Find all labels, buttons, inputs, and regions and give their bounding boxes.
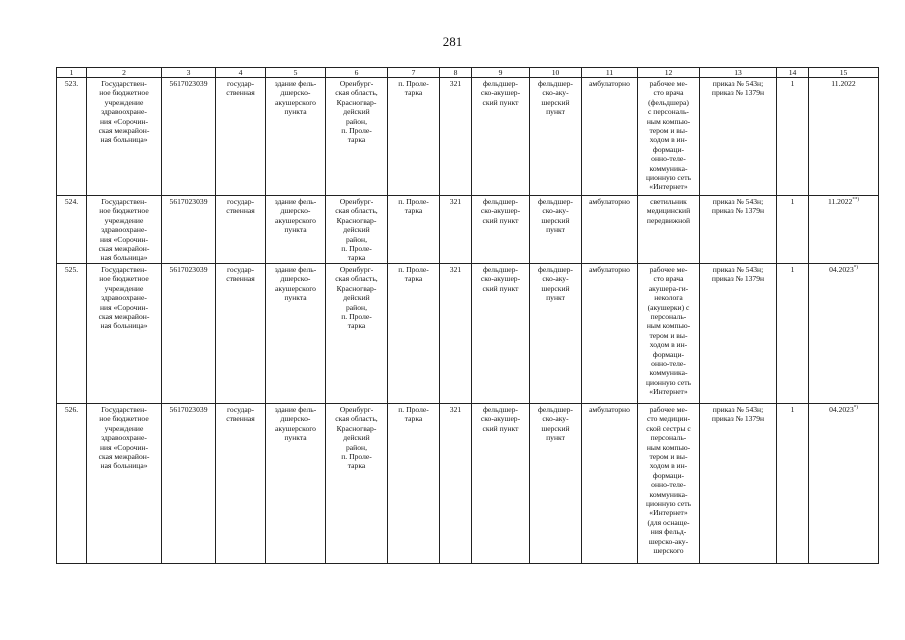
- ownership-cell-line: государ-: [226, 405, 255, 414]
- organization-name-line: Государствен-: [101, 197, 147, 206]
- column-header: 3: [162, 68, 216, 78]
- order-cell-line: приказ № 1379н: [711, 206, 765, 216]
- organization-name-line: ная больница»: [100, 253, 148, 263]
- organization-name-line: ная больница»: [100, 321, 148, 331]
- table-row: [57, 264, 879, 404]
- equipment-cell-line: ской сестры с: [646, 423, 691, 433]
- unit-type-cell-line: фельдшер-: [538, 405, 573, 414]
- organization-name-line: ная больница»: [100, 461, 148, 471]
- organization-name-line: ная больница»: [100, 135, 148, 145]
- row-number: 524.: [57, 196, 87, 264]
- ownership-cell-line: ственная: [226, 206, 255, 216]
- region-cell-line: дейский: [343, 433, 370, 443]
- organization-name-line: ное бюджетное: [99, 414, 149, 424]
- organization-name-line: ская межрайон-: [98, 312, 150, 322]
- equipment-cell-line: (фельдшера): [648, 97, 689, 107]
- table-row: [57, 404, 879, 564]
- care-type-cell: амбулаторно: [582, 78, 638, 196]
- equipment-cell-line: ходом в ин-: [649, 340, 688, 350]
- organization-name-line: ное бюджетное: [99, 206, 149, 216]
- building-cell-line: здание фель-: [274, 265, 317, 274]
- quantity-cell: 1: [777, 78, 809, 196]
- equipment-cell-line: сто медицин-: [646, 414, 690, 424]
- region-cell-line: п. Проле-: [341, 312, 372, 322]
- care-type-cell: амбулаторно: [582, 196, 638, 264]
- organization-name-line: ская межрайон-: [98, 244, 150, 254]
- settlement-cell-line: п. Проле-: [398, 197, 429, 206]
- table-row: [57, 196, 879, 264]
- organization-name-line: ния «Сорочин-: [99, 116, 149, 126]
- date-cell: [809, 404, 879, 564]
- unit-type-cell-line: ско-аку-: [542, 274, 569, 284]
- unit-cell: [472, 78, 530, 196]
- unit-cell-line: ско-акушер-: [480, 274, 521, 284]
- building-cell-line: дшерско-: [280, 88, 311, 98]
- page-number: 281: [442, 34, 463, 49]
- column-header: 15: [809, 68, 879, 78]
- quantity-cell: 1: [777, 196, 809, 264]
- region-cell-line: район,: [346, 302, 367, 312]
- region-cell-line: дейский: [343, 225, 370, 235]
- building-cell-line: дшерско-: [280, 274, 311, 284]
- equipment-cell-line: коммуника-: [649, 368, 688, 378]
- settlement-cell: [388, 264, 440, 404]
- equipment-cell-line: онно-теле-: [651, 359, 686, 369]
- organization-name-line: здравоохране-: [101, 293, 147, 303]
- order-cell: [700, 264, 777, 404]
- region-cell-line: Красногвар-: [336, 283, 377, 293]
- organization-name-line: учреждение: [104, 283, 144, 293]
- ownership-cell: [216, 264, 266, 404]
- building-cell-line: пункта: [284, 107, 307, 117]
- building-cell-line: акушерского: [275, 283, 316, 293]
- order-cell-line: приказ № 543н;: [712, 405, 764, 414]
- order-cell: [700, 196, 777, 264]
- date-cell: [809, 78, 879, 196]
- footnote-mark: *): [853, 405, 858, 411]
- care-type-cell: амбулаторно: [582, 404, 638, 564]
- equipment-cell-line: коммуника-: [649, 163, 688, 173]
- unit-type-cell-line: ско-аку-: [542, 206, 569, 216]
- unit-cell-line: фельдшер-: [483, 405, 518, 414]
- unit-cell-line: ско-акушер-: [480, 88, 521, 98]
- settlement-cell-line: п. Проле-: [398, 265, 429, 274]
- settlement-cell: [388, 196, 440, 264]
- equipment-cell-line: персональ-: [650, 433, 687, 443]
- order-cell-line: приказ № 1379н: [711, 88, 765, 98]
- region-cell-line: тарка: [347, 135, 366, 145]
- organization-name-line: ния «Сорочин-: [99, 234, 149, 244]
- unit-cell: [472, 196, 530, 264]
- order-cell-line: приказ № 543н;: [712, 265, 764, 274]
- organization-name-line: ния «Сорочин-: [99, 302, 149, 312]
- region-cell: [326, 78, 388, 196]
- code-cell: 321: [440, 264, 472, 404]
- organization-name-line: Государствен-: [101, 265, 147, 274]
- building-cell: [266, 196, 326, 264]
- code-cell: 321: [440, 404, 472, 564]
- region-cell: [326, 404, 388, 564]
- code-cell: 321: [440, 78, 472, 196]
- organization-name-line: здравоохране-: [101, 107, 147, 117]
- header-row: [57, 68, 879, 78]
- inn-cell: 5617023039: [162, 264, 216, 404]
- equipment-cell-line: шерско-аку-: [648, 536, 689, 546]
- column-header: 1: [57, 68, 87, 78]
- unit-cell-line: фельдшер-: [483, 197, 518, 206]
- ownership-cell-line: государ-: [226, 197, 255, 206]
- settlement-cell-line: тарка: [404, 206, 423, 216]
- building-cell-line: дшерско-: [280, 206, 311, 216]
- order-cell-line: приказ № 543н;: [712, 79, 764, 88]
- equipment-cell-line: ционную сеть: [645, 377, 692, 387]
- equipment-cell-line: персональ-: [650, 312, 687, 322]
- unit-type-cell-line: пункт: [546, 107, 565, 117]
- equipment-cell-line: неколога: [654, 293, 683, 303]
- footnote-mark: **): [852, 197, 860, 203]
- region-cell-line: п. Проле-: [341, 126, 372, 136]
- equipment-cell-line: «Интернет»: [649, 508, 688, 518]
- settlement-cell-line: тарка: [404, 88, 423, 98]
- equipment-cell: [638, 78, 700, 196]
- building-cell-line: дшерско-: [280, 414, 311, 424]
- organization-name-line: ния «Сорочин-: [99, 442, 149, 452]
- region-cell-line: Красногвар-: [336, 97, 377, 107]
- ownership-cell: [216, 404, 266, 564]
- unit-type-cell: [530, 196, 582, 264]
- unit-cell-line: ский пункт: [482, 97, 519, 107]
- equipment-cell-line: ным компью-: [646, 116, 691, 126]
- unit-type-cell-line: пункт: [546, 293, 565, 303]
- organization-name-line: ская межрайон-: [98, 452, 150, 462]
- region-cell-line: дейский: [343, 293, 370, 303]
- equipment-cell-line: сто врача: [653, 274, 684, 284]
- column-header: 13: [700, 68, 777, 78]
- building-cell-line: акушерского: [275, 423, 316, 433]
- settlement-cell: [388, 78, 440, 196]
- equipment-cell-line: передвижной: [646, 215, 691, 225]
- order-cell-line: приказ № 1379н: [711, 414, 765, 424]
- quantity-cell: 1: [777, 404, 809, 564]
- equipment-cell-line: ходом в ин-: [649, 135, 688, 145]
- ownership-cell-line: ственная: [226, 88, 255, 98]
- building-cell: [266, 78, 326, 196]
- building-cell: [266, 264, 326, 404]
- equipment-cell-line: акушера-ги-: [648, 283, 689, 293]
- ownership-cell-line: ственная: [226, 414, 255, 424]
- column-header: 5: [266, 68, 326, 78]
- unit-type-cell: [530, 264, 582, 404]
- equipment-cell: [638, 404, 700, 564]
- organization-name: [87, 404, 162, 564]
- equipment-cell-line: тером и вы-: [649, 126, 688, 136]
- organization-name-line: ская межрайон-: [98, 126, 150, 136]
- organization-name-line: учреждение: [104, 423, 144, 433]
- unit-type-cell-line: шерский: [541, 97, 570, 107]
- inn-cell: 5617023039: [162, 196, 216, 264]
- ownership-cell-line: государ-: [226, 79, 255, 88]
- ownership-cell: [216, 78, 266, 196]
- organization-name-line: ное бюджетное: [99, 88, 149, 98]
- organization-name-line: Государствен-: [101, 79, 147, 88]
- date-value: 04.2023: [829, 405, 854, 414]
- region-cell-line: п. Проле-: [341, 452, 372, 462]
- equipment-cell-line: светильник: [650, 197, 687, 206]
- organization-name-line: ное бюджетное: [99, 274, 149, 284]
- equipment-cell-line: шерского: [653, 546, 684, 556]
- order-cell: [700, 78, 777, 196]
- date-cell: [809, 264, 879, 404]
- care-type-cell: амбулаторно: [582, 264, 638, 404]
- column-header: 8: [440, 68, 472, 78]
- equipment-cell-line: (акушерки) с: [647, 302, 690, 312]
- equipment-cell-line: «Интернет»: [649, 387, 688, 397]
- unit-cell-line: ский пункт: [482, 215, 519, 225]
- organization-name-line: здравоохране-: [101, 225, 147, 235]
- region-cell-line: тарка: [347, 321, 366, 331]
- date-value: 04.2023: [829, 265, 854, 274]
- building-cell-line: пункта: [284, 293, 307, 303]
- equipment-cell-line: онно-теле-: [651, 154, 686, 164]
- column-header: 4: [216, 68, 266, 78]
- unit-cell-line: ский пункт: [482, 283, 519, 293]
- column-header: 10: [530, 68, 582, 78]
- ownership-cell: [216, 196, 266, 264]
- unit-type-cell-line: шерский: [541, 423, 570, 433]
- unit-cell-line: ский пункт: [482, 423, 519, 433]
- equipment-cell-line: формаци-: [652, 470, 685, 480]
- code-cell: 321: [440, 196, 472, 264]
- building-cell-line: акушерского: [275, 97, 316, 107]
- organization-name-line: учреждение: [104, 97, 144, 107]
- equipment-cell: [638, 196, 700, 264]
- equipment-cell-line: рабочее ме-: [649, 265, 688, 274]
- building-cell-line: здание фель-: [274, 197, 317, 206]
- unit-cell-line: фельдшер-: [483, 265, 518, 274]
- organization-name-line: здравоохране-: [101, 433, 147, 443]
- region-cell: [326, 196, 388, 264]
- region-cell-line: ская область,: [335, 88, 378, 98]
- region-cell-line: тарка: [347, 461, 366, 471]
- unit-type-cell-line: фельдшер-: [538, 197, 573, 206]
- registry-table: [56, 67, 879, 564]
- equipment-cell-line: «Интернет»: [649, 182, 688, 192]
- ownership-cell-line: государ-: [226, 265, 255, 274]
- equipment-cell-line: сто врача: [653, 88, 684, 98]
- footnote-mark: *): [853, 265, 858, 271]
- quantity-cell: 1: [777, 264, 809, 404]
- organization-name: [87, 264, 162, 404]
- table-row: [57, 78, 879, 196]
- building-cell-line: здание фель-: [274, 79, 317, 88]
- inn-cell: 5617023039: [162, 404, 216, 564]
- order-cell: [700, 404, 777, 564]
- column-header: 6: [326, 68, 388, 78]
- column-header: 11: [582, 68, 638, 78]
- equipment-cell-line: рабочее ме-: [649, 79, 688, 88]
- organization-name: [87, 78, 162, 196]
- building-cell-line: пункта: [284, 433, 307, 443]
- building-cell-line: пункта: [284, 225, 307, 235]
- date-value: 11.2022: [831, 79, 856, 88]
- region-cell-line: район,: [346, 234, 367, 244]
- region-cell-line: тарка: [347, 253, 366, 263]
- equipment-cell-line: коммуника-: [649, 489, 688, 499]
- equipment-cell-line: с персональ-: [648, 107, 689, 117]
- organization-name: [87, 196, 162, 264]
- settlement-cell-line: п. Проле-: [398, 79, 429, 88]
- organization-name-line: учреждение: [104, 215, 144, 225]
- unit-type-cell-line: фельдшер-: [538, 265, 573, 274]
- column-header: 14: [777, 68, 809, 78]
- ownership-cell-line: ственная: [226, 274, 255, 284]
- unit-type-cell-line: пункт: [546, 433, 565, 443]
- equipment-cell-line: ным компью-: [646, 442, 691, 452]
- settlement-cell-line: тарка: [404, 274, 423, 284]
- equipment-cell-line: формаци-: [652, 144, 685, 154]
- unit-cell-line: ско-акушер-: [480, 414, 521, 424]
- row-number: 526.: [57, 404, 87, 564]
- region-cell-line: район,: [346, 116, 367, 126]
- building-cell-line: здание фель-: [274, 405, 317, 414]
- unit-cell-line: фельдшер-: [483, 79, 518, 88]
- region-cell-line: Оренбург-: [339, 79, 374, 88]
- region-cell-line: ская область,: [335, 206, 378, 216]
- order-cell-line: приказ № 1379н: [711, 274, 765, 284]
- inn-cell: 5617023039: [162, 78, 216, 196]
- equipment-cell-line: (для оснаще-: [647, 517, 690, 527]
- equipment-cell-line: ционную сеть: [645, 499, 692, 509]
- region-cell-line: ская область,: [335, 414, 378, 424]
- region-cell-line: Оренбург-: [339, 197, 374, 206]
- region-cell-line: Красногвар-: [336, 423, 377, 433]
- unit-type-cell: [530, 404, 582, 564]
- equipment-cell-line: тером и вы-: [649, 452, 688, 462]
- region-cell-line: п. Проле-: [341, 244, 372, 254]
- organization-name-line: Государствен-: [101, 405, 147, 414]
- equipment-cell-line: ным компью-: [646, 321, 691, 331]
- order-cell-line: приказ № 543н;: [712, 197, 764, 206]
- column-header: 2: [87, 68, 162, 78]
- equipment-cell-line: ходом в ин-: [649, 461, 688, 471]
- unit-cell: [472, 264, 530, 404]
- unit-cell-line: ско-акушер-: [480, 206, 521, 216]
- row-number: 523.: [57, 78, 87, 196]
- building-cell: [266, 404, 326, 564]
- equipment-cell-line: онно-теле-: [651, 480, 686, 490]
- settlement-cell-line: п. Проле-: [398, 405, 429, 414]
- unit-type-cell-line: фельдшер-: [538, 79, 573, 88]
- building-cell-line: акушерского: [275, 215, 316, 225]
- settlement-cell-line: тарка: [404, 414, 423, 424]
- region-cell-line: Красногвар-: [336, 215, 377, 225]
- row-number: 525.: [57, 264, 87, 404]
- equipment-cell-line: медицинский: [646, 206, 691, 216]
- unit-type-cell-line: пункт: [546, 225, 565, 235]
- region-cell-line: ская область,: [335, 274, 378, 284]
- equipment-cell: [638, 264, 700, 404]
- region-cell-line: Оренбург-: [339, 265, 374, 274]
- region-cell-line: Оренбург-: [339, 405, 374, 414]
- unit-type-cell-line: ско-аку-: [542, 88, 569, 98]
- column-header: 7: [388, 68, 440, 78]
- unit-type-cell-line: ско-аку-: [542, 414, 569, 424]
- column-header: 12: [638, 68, 700, 78]
- date-cell: [809, 196, 879, 264]
- equipment-cell-line: рабочее ме-: [649, 405, 688, 414]
- date-value: 11.2022: [827, 197, 853, 206]
- unit-type-cell: [530, 78, 582, 196]
- region-cell-line: район,: [346, 442, 367, 452]
- unit-cell: [472, 404, 530, 564]
- settlement-cell: [388, 404, 440, 564]
- equipment-cell-line: формаци-: [652, 349, 685, 359]
- region-cell: [326, 264, 388, 404]
- registry-rows: [57, 78, 879, 564]
- unit-type-cell-line: шерский: [541, 215, 570, 225]
- unit-type-cell-line: шерский: [541, 283, 570, 293]
- equipment-cell-line: тером и вы-: [649, 330, 688, 340]
- column-header: 9: [472, 68, 530, 78]
- equipment-cell-line: ния фельд-: [650, 527, 687, 537]
- equipment-cell-line: ционную сеть: [645, 173, 692, 183]
- region-cell-line: дейский: [343, 107, 370, 117]
